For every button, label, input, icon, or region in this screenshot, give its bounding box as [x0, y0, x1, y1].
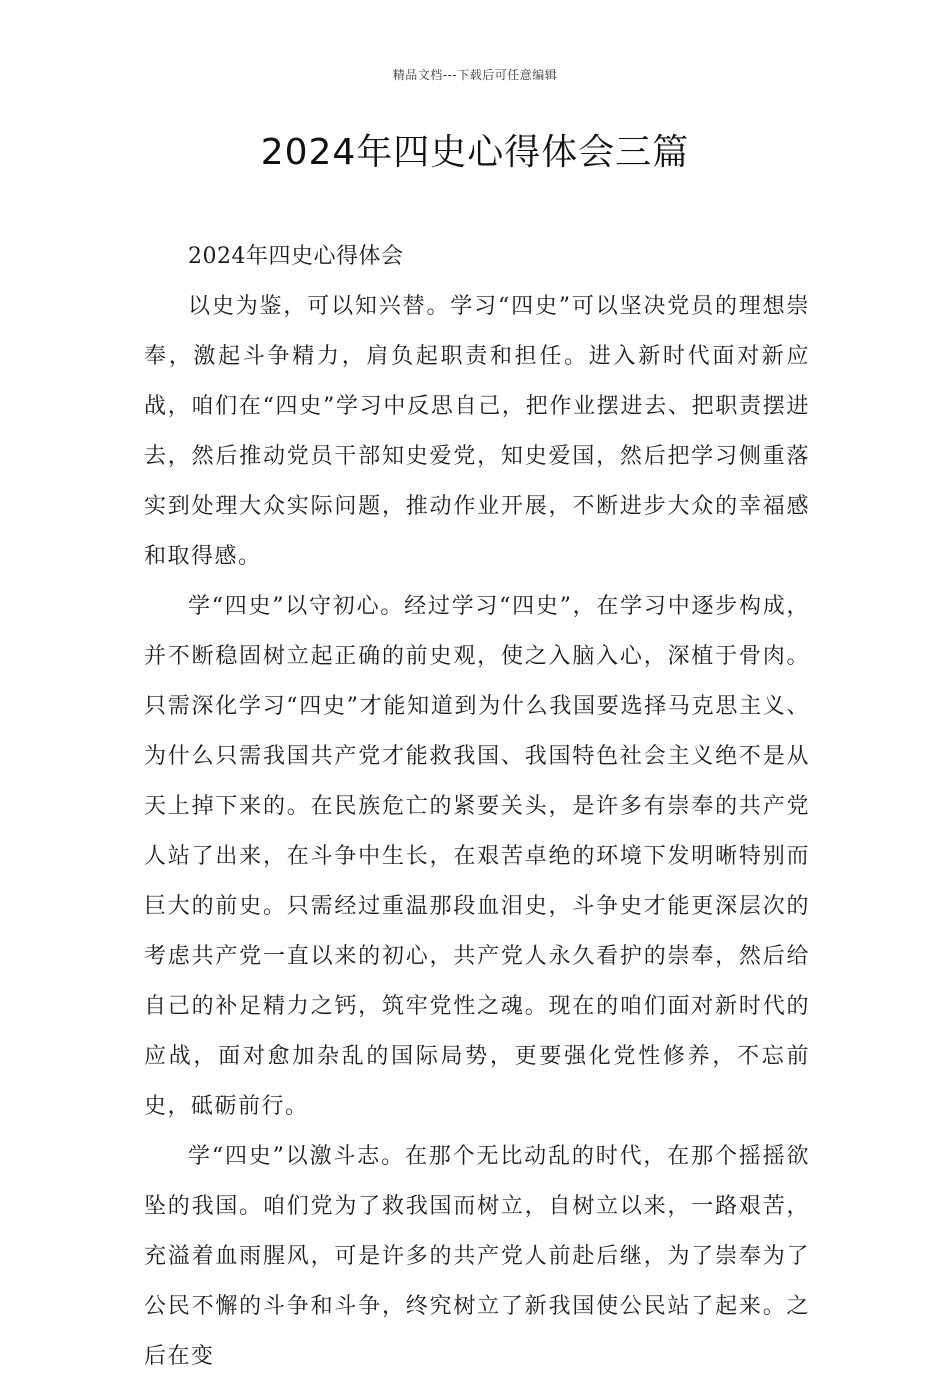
- header-note: 精品文档---下载后可任意编辑: [392, 68, 558, 82]
- document-title: 2024年四史心得体会三篇: [260, 132, 690, 173]
- section-subtitle: 2024年四史心得体会: [188, 244, 404, 269]
- document-body: [144, 232, 810, 1382]
- paragraph: 学“四史”以守初心。经过学习“四史”，在学习中逐步构成，并不断稳固树立起正确的前史观，使之入脑入心，深植于骨肉。只需深化学习“四史”才能知道到为什么我国要选择马克思主义、为什么只需我国共产党才能救我国、我国特色社会主义绝不是从天上掉下来的。在民族危亡的紧要关头，是许多有崇奉的共产党人站了出来，在斗争中生长，在艰苦卓绝的环境下发明晰特别而巨大的前史。只需经过重温那段血泪史，斗争史才能更深层次的考虑共产党一直以来的初心，共产党人永久看护的崇奉，然后给自己的补足精力之钙，筑牢党性之魂。现在的咱们面对新时代的应战，面对愈加杂乱的国际局势，更要强化党性修养，不忘前史，砥砺前行。: [144, 594, 810, 1119]
- paragraph: 以史为鉴，可以知兴替。学习“四史”可以坚决党员的理想崇奉，激起斗争精力，肩负起职责和担任。进入新时代面对新应战，咱们在“四史”学习中反思自己，把作业摆进去、把职责摆进去，然后推动党员干部知史爱党，知史爱国，然后把学习侧重落实到处理大众实际问题，推动作业开展，不断进步大众的幸福感和取得感。: [144, 294, 810, 569]
- paragraph: 学“四史”以激斗志。在那个无比动乱的时代，在那个摇摇欲坠的我国。咱们党为了救我国而树立，自树立以来，一路艰苦，充溢着血雨腥风，可是许多的共产党人前赴后继，为了崇奉为了公民不懈的斗争和斗争，终究树立了新我国使公民站了起来。之后在变: [144, 1144, 810, 1369]
